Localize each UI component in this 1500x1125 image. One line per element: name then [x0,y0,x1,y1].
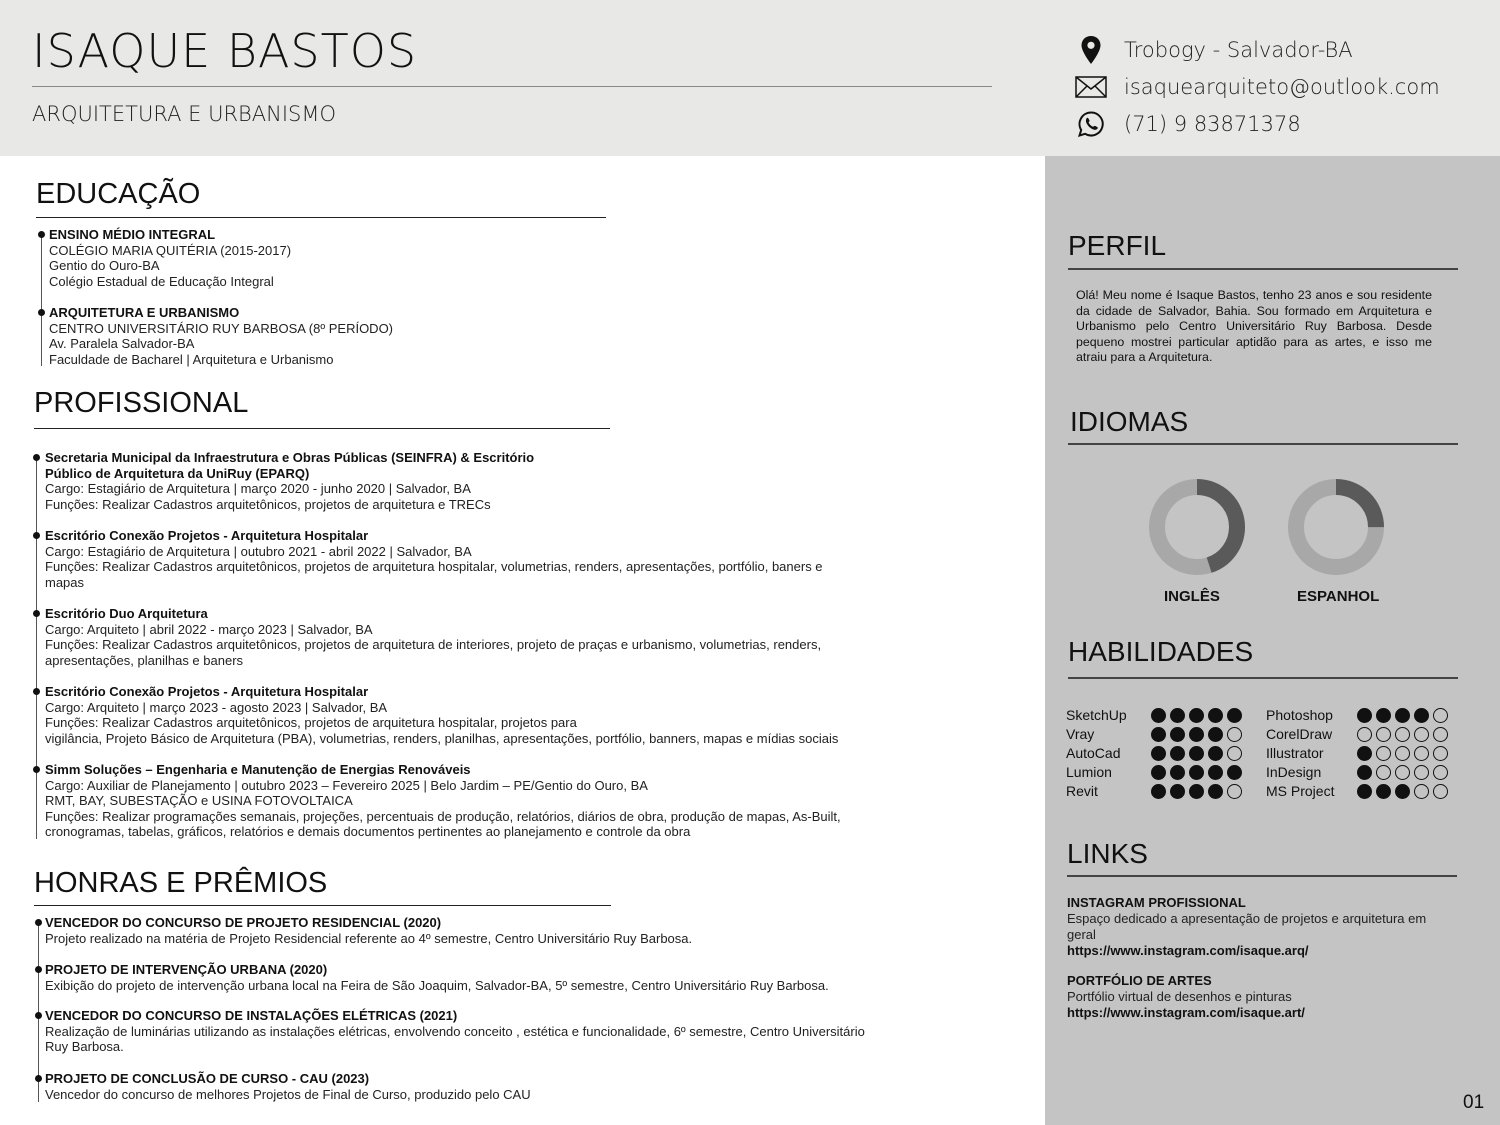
educacao-entry-title: ARQUITETURA E URBANISMO [49,305,240,320]
skill-dot-empty [1376,746,1391,761]
skill-row-lumion [1066,763,1112,781]
skill-dot-filled [1170,746,1185,761]
links-heading: LINKS [1067,838,1148,869]
skill-dot-filled [1414,708,1429,723]
habilidades-heading: HABILIDADES [1068,636,1254,667]
skill-name: Revit [1066,783,1098,799]
honras-entry-line: Exibição do projeto de intervenção urbana local na Feira de São Joaquim, Salvador-BA, 5º semestre, Centro Universitário Ruy Barbosa. [45,977,829,993]
skill-level-dots [1151,727,1242,742]
contact-phone[interactable] [1074,108,1301,140]
skill-dot-filled [1208,746,1223,761]
profissional-entry-title: Secretaria Municipal da Infraestrutura e Obras Públicas (SEINFRA) & Escritório [45,450,535,465]
profissional-entry-line: Cargo: Arquiteto | abril 2022 - março 2023 | Salvador, BA [45,621,373,637]
skill-dot-empty [1395,746,1410,761]
educacao-entry-title: ENSINO MÉDIO INTEGRAL [49,227,216,242]
skill-level-dots [1357,746,1448,761]
idioma-label-espanhol: ESPANHOL [1297,588,1380,605]
page-number: 01 [1463,1092,1485,1113]
skill-dot-filled [1208,784,1223,799]
whatsapp-icon [1074,109,1108,139]
skill-dot-empty [1433,784,1448,799]
link-desc-portfolio: Portfólio virtual de desenhos e pinturas [1067,989,1292,1004]
link-title-portfolio: PORTFÓLIO DE ARTES [1067,973,1212,988]
profissional-bullet [33,532,40,539]
skill-level-dots [1357,765,1448,780]
contact-email[interactable] [1074,71,1440,103]
skill-dot-filled [1208,708,1223,723]
skill-dot-filled [1227,708,1242,723]
skill-dot-filled [1227,765,1242,780]
skill-dot-empty [1433,765,1448,780]
educacao-entry-line: COLÉGIO MARIA QUITÉRIA (2015-2017) [49,242,292,258]
skill-dot-filled [1395,708,1410,723]
skill-row-indesign [1266,763,1321,781]
educacao-entry [49,227,609,289]
skill-dot-filled [1151,727,1166,742]
skill-dot-filled [1189,746,1204,761]
location-pin-icon [1074,35,1108,65]
person-name: ISAQUE BASTOS [32,24,418,78]
honras-entry-line: Projeto realizado na matéria de Projeto Residencial referente ao 4º semestre, Centro Universitário Ruy Barbosa. [45,930,693,946]
profissional-entry-line: Funções: Realizar programações semanais, projeções, percentuais de produção, relatórios, diários de obra, produção de mapas, As-Built, [45,808,841,824]
profissional-entry-line: vigilância, Projeto Básico de Arquitetura (PBA), volumetrias, renders, planilhas, apresentações, portfólio, banners, mapas e mídias sociais [45,730,839,746]
profissional-entry-line: apresentações, planilhas e baners [45,652,244,668]
honras-entry-line: Vencedor do concurso de melhores Projetos de Final de Curso, produzido pelo CAU [45,1086,531,1102]
honras-bullet [35,1075,42,1082]
skill-level-dots [1357,727,1448,742]
profissional-entry-line: RMT, BAY, SUBESTAÇÃO e USINA FOTOVOLTAICA [45,793,353,809]
profissional-bullet [33,688,40,695]
skill-level-dots [1151,746,1242,761]
skill-dot-empty [1433,727,1448,742]
honras-bullet [35,919,42,926]
profissional-entry [45,528,1005,590]
skill-dot-filled [1170,727,1185,742]
contact-location-text: Trobogy - Salvador-BA [1124,38,1353,62]
profissional-entry [45,450,1005,512]
skill-dot-empty [1414,765,1429,780]
profissional-entry-title: Público de Arquitetura da UniRuy (EPARQ) [45,465,310,481]
honras-entry-title: VENCEDOR DO CONCURSO DE INSTALAÇÕES ELÉTRICAS (2021) [45,1008,458,1023]
honras-entry [45,1071,1045,1102]
skill-dot-filled [1151,784,1166,799]
idiomas-divider [1068,443,1458,445]
profissional-entry [45,762,1005,840]
idiomas-heading: IDIOMAS [1070,406,1189,437]
skill-dot-empty [1433,746,1448,761]
skill-dot-empty [1227,784,1242,799]
profissional-entry [45,606,1005,668]
skill-level-dots [1357,708,1448,723]
profissional-divider [34,428,610,429]
educacao-entry-line: Av. Paralela Salvador-BA [49,336,195,352]
skill-dot-filled [1376,784,1391,799]
perfil-divider [1068,268,1458,270]
honras-entry [45,962,1045,993]
skill-dot-empty [1357,727,1372,742]
skill-name: Lumion [1066,764,1112,780]
skill-dot-empty [1227,746,1242,761]
link-url-portfolio[interactable]: https://www.instagram.com/isaque.art/ [1067,1005,1305,1020]
skill-dot-filled [1208,765,1223,780]
skill-row-vray [1066,725,1094,743]
language-donuts [1045,470,1500,610]
skill-dot-filled [1170,708,1185,723]
educacao-heading: EDUCAÇÃO [36,178,201,210]
honras-divider [34,905,611,906]
skill-row-autocad [1066,744,1120,762]
skill-level-dots [1151,765,1242,780]
skill-name: CorelDraw [1266,726,1333,742]
educacao-entry-line: Faculdade de Bacharel | Arquitetura e Urbanismo [49,351,334,367]
skill-dot-filled [1151,746,1166,761]
honras-entry [45,1008,1045,1055]
skill-dot-empty [1414,727,1429,742]
skill-name: Vray [1066,726,1095,742]
skill-dot-filled [1151,708,1166,723]
honras-entry-line: Ruy Barbosa. [45,1039,124,1055]
skill-dot-filled [1189,784,1204,799]
skill-dot-empty [1414,784,1429,799]
profissional-bullet [33,766,40,773]
skill-dot-empty [1227,727,1242,742]
educacao-entry [49,305,609,367]
skill-dot-empty [1376,765,1391,780]
profissional-entry-line: Funções: Realizar Cadastros arquitetônicos, projetos de arquitetura de interiores, projeto de praças e urbanismo, volumetrias, renders, [45,637,822,653]
skill-name: SketchUp [1066,707,1127,723]
profissional-heading: PROFISSIONAL [34,387,249,419]
skill-dot-filled [1357,784,1372,799]
skill-dot-filled [1357,708,1372,723]
idioma-label-ingles: INGLÊS [1164,588,1220,605]
skill-dot-filled [1395,784,1410,799]
educacao-bullet [38,231,45,238]
profissional-entry-title: Escritório Duo Arquitetura [45,606,208,621]
skill-name: InDesign [1266,764,1322,780]
profissional-bullet [33,454,40,461]
educacao-entry-line: CENTRO UNIVERSITÁRIO RUY BARBOSA (8º PERÍODO) [49,320,394,336]
profissional-entry-line: Cargo: Auxiliar de Planejamento | outubro 2023 – Fevereiro 2025 | Belo Jardim – PE/Gentio do Ouro, BA [45,777,648,793]
skill-dot-filled [1189,708,1204,723]
skill-dot-filled [1189,765,1204,780]
profissional-bullet [33,610,40,617]
perfil-text: Olá! Meu nome é Isaque Bastos, tenho 23 anos e sou residente da cidade de Salvador, Bahia. Sou formado em Arquitetura e Urbanismo pelo Centro Universitário Ruy Barbosa. Desde pequeno mostrei particular aptidão para as artes, e isso me atraiu para a Arquitetura. [1076,288,1432,365]
honras-entry [45,915,1045,946]
honras-entry-title: VENCEDOR DO CONCURSO DE PROJETO RESIDENCIAL (2020) [45,915,442,930]
link-title-instagram: INSTAGRAM PROFISSIONAL [1067,895,1246,910]
skill-row-illustrator [1266,744,1324,762]
skill-level-dots [1357,784,1448,799]
skill-dot-filled [1170,784,1185,799]
educacao-entry-line: Colégio Estadual de Educação Integral [49,273,274,289]
profissional-entry-line: Cargo: Estagiário de Arquitetura | outubro 2021 - abril 2022 | Salvador, BA [45,543,472,559]
profissional-entry-line: mapas [45,574,85,590]
skill-dot-filled [1151,765,1166,780]
profissional-entry-title: Escritório Conexão Projetos - Arquitetura Hospitalar [45,528,369,543]
link-desc-instagram: Espaço dedicado a apresentação de projetos e arquitetura em geral [1067,911,1427,942]
skill-name: Illustrator [1266,745,1324,761]
skill-row-coreldraw [1266,725,1332,743]
contact-email-text[interactable]: isaquearquiteto@outlook.com [1124,75,1440,99]
honras-entry-line: Realização de luminárias utilizando as instalações elétricas, envolvendo conceito , estética e funcionalidade, 6º semestre, Centro Universitário [45,1023,865,1039]
skill-dot-filled [1208,727,1223,742]
skill-dot-filled [1376,708,1391,723]
profissional-entry-line: Cargo: Arquiteto | março 2023 - agosto 2023 | Salvador, BA [45,699,388,715]
skill-row-sketchup [1066,706,1127,724]
skill-name: AutoCad [1066,745,1121,761]
skill-level-dots [1151,784,1242,799]
honras-entry-title: PROJETO DE CONCLUSÃO DE CURSO - CAU (2023) [45,1071,370,1086]
skill-row-ms-project [1266,782,1334,800]
skill-row-photoshop [1266,706,1333,724]
honras-entry-title: PROJETO DE INTERVENÇÃO URBANA (2020) [45,962,328,977]
link-url-instagram[interactable]: https://www.instagram.com/isaque.arq/ [1067,943,1309,958]
habilidades-divider [1068,677,1458,679]
skill-dot-filled [1170,765,1185,780]
links-divider [1067,875,1457,877]
envelope-icon [1074,72,1108,102]
skill-dot-filled [1357,765,1372,780]
skill-dot-filled [1189,727,1204,742]
contact-phone-text[interactable]: (71) 9 83871378 [1124,112,1301,136]
skill-name: MS Project [1266,783,1335,799]
skill-dot-empty [1433,708,1448,723]
honras-bullet [35,1012,42,1019]
skill-dot-filled [1357,746,1372,761]
skill-name: Photoshop [1266,707,1333,723]
person-subtitle: ARQUITETURA E URBANISMO [32,102,337,126]
skill-dot-empty [1395,727,1410,742]
profissional-entry-title: Escritório Conexão Projetos - Arquitetura Hospitalar [45,684,369,699]
profissional-entry [45,684,1005,746]
educacao-timeline [41,234,42,366]
perfil-heading: PERFIL [1068,230,1167,261]
header-divider [32,86,992,87]
educacao-divider [36,217,606,218]
contact-location [1074,34,1353,66]
honras-bullet [35,966,42,973]
profissional-timeline [36,457,37,839]
skill-dot-empty [1414,746,1429,761]
profissional-entry-line: Funções: Realizar Cadastros arquitetônicos, projetos de arquitetura hospitalar, projetos para [45,715,577,731]
educacao-bullet [38,309,45,316]
honras-heading: HONRAS E PRÊMIOS [34,867,328,899]
educacao-entry-line: Gentio do Ouro-BA [49,258,160,274]
skill-level-dots [1151,708,1242,723]
skill-dot-empty [1395,765,1410,780]
skill-row-revit [1066,782,1098,800]
profissional-entry-line: Funções: Realizar Cadastros arquitetônicos, projetos de arquitetura e TRECs [45,496,491,512]
skill-dot-empty [1376,727,1391,742]
profissional-entry-line: cronogramas, tabelas, gráficos, relatórios e demais documentos pertinentes ao planejamento e controle da obra [45,824,691,840]
profissional-entry-title: Simm Soluções – Engenharia e Manutenção de Energias Renováveis [45,762,471,777]
profissional-entry-line: Funções: Realizar Cadastros arquitetônicos, projetos de arquitetura hospitalar, volumetrias, renders, apresentações, portfólio, baners e [45,559,823,575]
profissional-entry-line: Cargo: Estagiário de Arquitetura | março 2020 - junho 2020 | Salvador, BA [45,481,471,497]
